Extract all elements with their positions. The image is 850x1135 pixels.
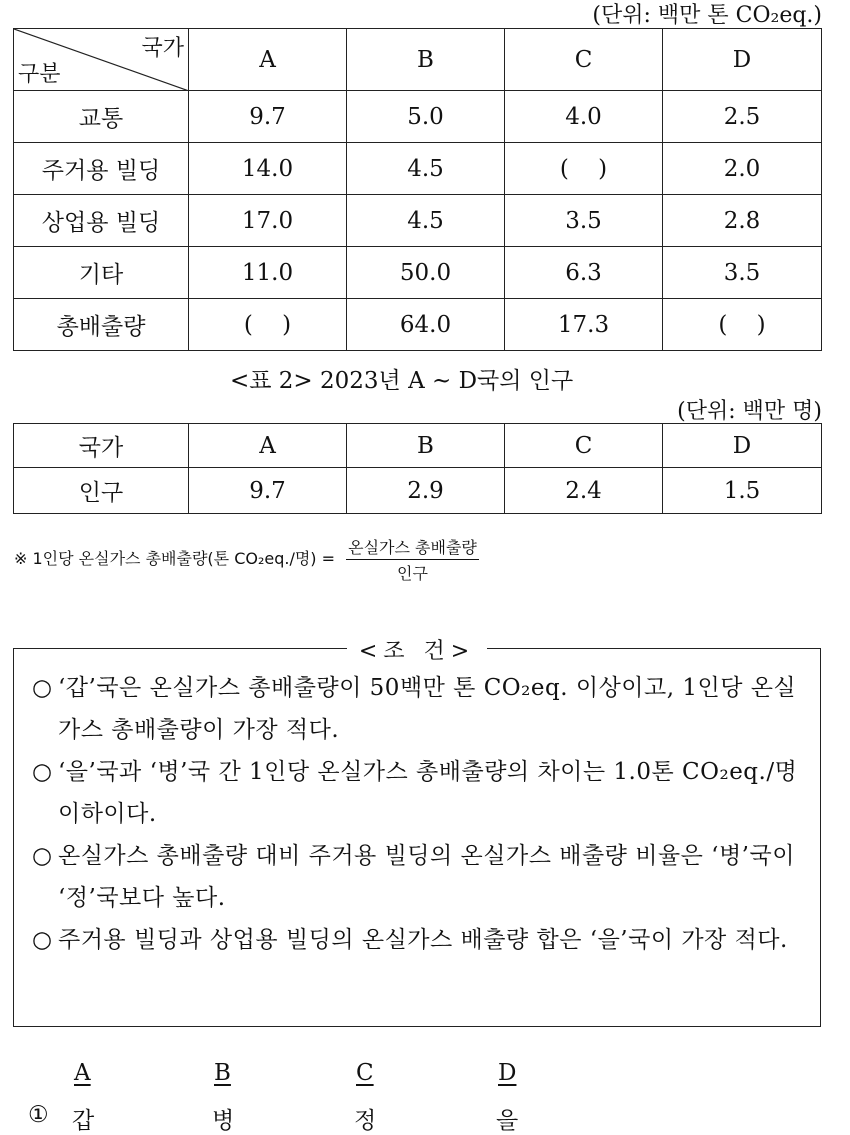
table-cell: 4.5 [347, 195, 505, 247]
table-cell: 4.0 [505, 91, 663, 143]
table-cell: 17.0 [189, 195, 347, 247]
row-label: 상업용 빌딩 [14, 195, 189, 247]
list-item [32, 919, 804, 961]
table-cell: 5.0 [347, 91, 505, 143]
formula-fraction [346, 535, 479, 584]
table-cell: ( ) [663, 299, 822, 351]
table-cell: 3.5 [663, 247, 822, 299]
table-cell: 2.0 [663, 143, 822, 195]
table-cell: 50.0 [347, 247, 505, 299]
answer-header-c: C [356, 1060, 374, 1086]
condition-text: 주거용 빌딩과 상업용 빌딩의 온실가스 배출량 합은 ‘을’국이 가장 적다. [58, 927, 788, 953]
row-label: 교통 [14, 91, 189, 143]
list-item [32, 835, 804, 919]
table-cell: 17.3 [505, 299, 663, 351]
column-header: 국가 [14, 424, 189, 468]
column-header: C [505, 424, 663, 468]
table-cell: ( ) [189, 299, 347, 351]
row-label: 주거용 빌딩 [14, 143, 189, 195]
table-row [14, 91, 822, 143]
circle-bullet-icon: ○ [32, 759, 53, 785]
formula-denominator: 인구 [397, 564, 428, 583]
option-value: 갑 [72, 1108, 95, 1134]
table-cell: 2.4 [505, 468, 663, 514]
corner-category-label: 구분 [18, 62, 61, 87]
corner-header-cell [14, 29, 189, 91]
table-cell: 9.7 [189, 91, 347, 143]
conditions-title: <조 건> [347, 639, 487, 664]
conditions-title-wrap [14, 634, 820, 665]
table-row [14, 143, 822, 195]
condition-text: 온실가스 총배출량 대비 주거용 빌딩의 온실가스 배출량 비율은 ‘병’국이 ‘정’국보다 높다. [58, 843, 795, 911]
table2-unit: (단위: 백만 명) [677, 399, 822, 424]
column-header: C [505, 29, 663, 91]
row-label: 총배출량 [14, 299, 189, 351]
column-header: B [347, 424, 505, 468]
table-cell: 11.0 [189, 247, 347, 299]
option-value: 병 [212, 1108, 235, 1134]
option-value: 정 [354, 1108, 377, 1134]
formula-note [14, 535, 479, 584]
row-label: 인구 [14, 468, 189, 514]
condition-text: ‘을’국과 ‘병’국 간 1인당 온실가스 총배출량의 차이는 1.0톤 CO₂eq./명 이하이다. [58, 759, 798, 827]
table-row [14, 247, 822, 299]
table-cell: 1.5 [663, 468, 822, 514]
conditions-box [13, 639, 821, 1027]
answer-header-d: D [498, 1060, 517, 1086]
answer-header-a: A [74, 1060, 91, 1086]
table2-caption: <표 2> 2023년 A ~ D국의 인구 [230, 368, 574, 394]
table-cell: 2.9 [347, 468, 505, 514]
table-cell: 9.7 [189, 468, 347, 514]
column-header: D [663, 424, 822, 468]
table-row [14, 195, 822, 247]
option-number[interactable]: ① [28, 1102, 49, 1128]
column-header: D [663, 29, 822, 91]
emissions-table [13, 28, 822, 351]
table-row [14, 468, 822, 514]
row-label: 기타 [14, 247, 189, 299]
table-cell: 2.8 [663, 195, 822, 247]
column-header: A [189, 424, 347, 468]
corner-country-label: 국가 [141, 36, 184, 61]
formula-prefix: ※ 1인당 온실가스 총배출량(톤 CO₂eq./명) = [14, 549, 336, 568]
table-cell: 64.0 [347, 299, 505, 351]
table-cell: 2.5 [663, 91, 822, 143]
table1-unit: (단위: 백만 톤 CO₂eq.) [592, 3, 822, 28]
table-cell: 4.5 [347, 143, 505, 195]
table-row [14, 299, 822, 351]
formula-numerator: 온실가스 총배출량 [346, 535, 479, 560]
population-table [13, 423, 822, 514]
table-cell: 3.5 [505, 195, 663, 247]
circle-bullet-icon: ○ [32, 675, 53, 701]
answer-header-b: B [214, 1060, 231, 1086]
column-header: B [347, 29, 505, 91]
table-cell: ( ) [505, 143, 663, 195]
table-cell: 14.0 [189, 143, 347, 195]
column-header: A [189, 29, 347, 91]
circle-bullet-icon: ○ [32, 927, 53, 953]
option-value: 을 [496, 1108, 519, 1134]
conditions-list [32, 667, 804, 961]
table-cell: 6.3 [505, 247, 663, 299]
list-item [32, 751, 804, 835]
circle-bullet-icon: ○ [32, 843, 53, 869]
condition-text: ‘갑’국은 온실가스 총배출량이 50백만 톤 CO₂eq. 이상이고, 1인당 온실가스 총배출량이 가장 적다. [58, 675, 797, 743]
list-item [32, 667, 804, 751]
